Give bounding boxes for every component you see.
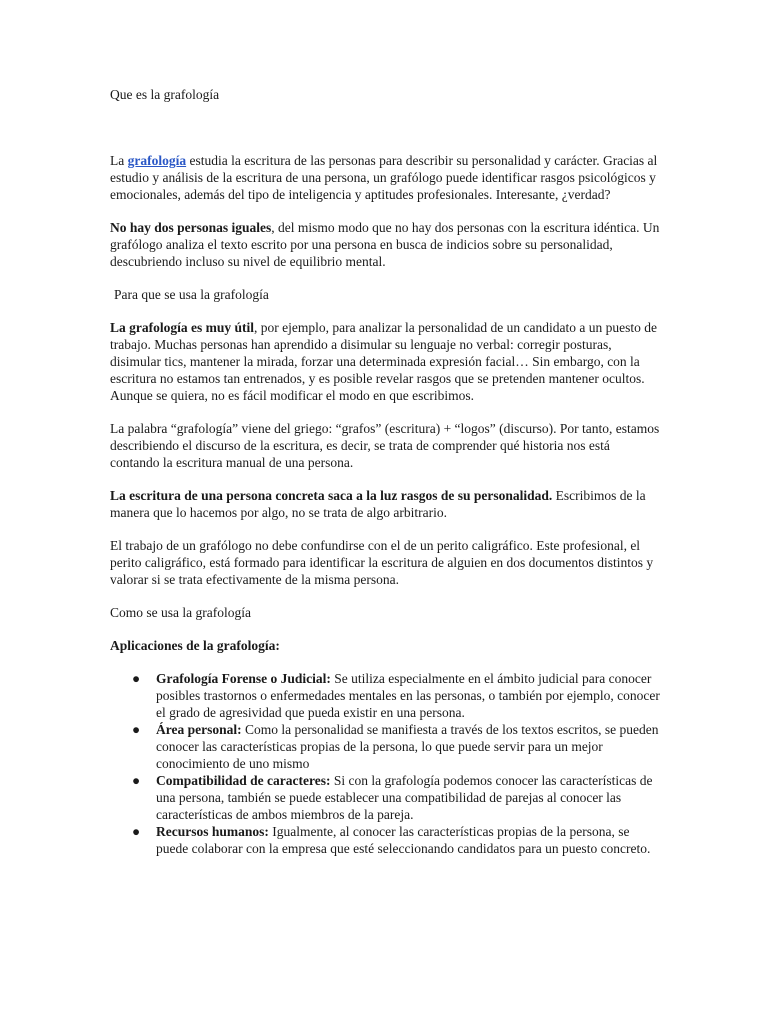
bullet-icon: ● <box>132 824 141 839</box>
item-label: Área personal: <box>156 722 242 737</box>
page-title: Que es la grafología <box>110 87 220 102</box>
item-label: Recursos humanos: <box>156 824 269 839</box>
paragraph-etimologia: La palabra “grafología” viene del griego: “grafos” (escritura) + “logos” (discurso). Por tanto, estamos describiendo el discurso de la escritura, es decir, se trata de comprender qué historia nos está contando la escritura manual de una persona. <box>110 421 660 470</box>
item-label: Compatibilidad de caracteres: <box>156 773 331 788</box>
item-text: Igualmente, al conocer las características propias de la persona, se puede colaborar con la empresa que esté seleccionando candidatos para un puesto concreto. <box>156 824 651 856</box>
bold-phrase: No hay dos personas iguales <box>110 220 272 235</box>
item-label: Grafología Forense o Judicial: <box>156 671 331 686</box>
paragraph-text: , del mismo modo que no hay dos personas con la escritura idéntica. Un grafólogo analiza el texto escrito por una persona en busca de indicios sobre su personalidad, descubriendo incluso su nivel de equilibrio mental. <box>110 220 660 269</box>
bold-phrase: La escritura de una persona concreta saca a la luz rasgos de su personalidad. <box>110 488 553 503</box>
applications-title <box>110 637 660 654</box>
bullet-icon: ● <box>132 671 141 686</box>
paragraph-muy-util <box>110 319 660 404</box>
paragraph-text: , por ejemplo, para analizar la personalidad de un candidato a un puesto de trabajo. Muchas personas han aprendido a disimular su lenguaje no verbal: corregir posturas, disimular tics, mantener la mirada, forzar una determinada expresión facial… Sin embargo, con la escritura no estamos tan entrenados, y es posible revelar rasgos que se pretenden mantener ocultos. Aunque se quiera, no es fácil modificar el modo en que escribimos. <box>110 320 657 403</box>
paragraph-perito-caligrafico: El trabajo de un grafólogo no debe confundirse con el de un perito caligráfico. Este profesional, el perito caligráfico, está formado para identificar la escritura de alguien en dos documentos distintos y valorar si se trata efectivamente de la misma persona. <box>110 538 654 587</box>
bold-phrase: La grafología es muy útil <box>110 320 254 335</box>
list-item <box>110 823 660 857</box>
grafologia-link[interactable]: grafología <box>127 153 187 168</box>
list-item <box>110 721 660 772</box>
list-item <box>110 670 660 721</box>
item-text: Se utiliza especialmente en el ámbito judicial para conocer posibles trastornos o enfermedades mentales en las personas, o también por ejemplo, conocer el grado de agresividad que pueda existir en una persona. <box>156 671 660 720</box>
item-text: Si con la grafología podemos conocer las características de una persona, también se puede establecer una compatibilidad de parejas al conocer las características de ambos miembros de la pareja. <box>156 773 653 822</box>
section-heading-para-que: Para que se usa la grafología <box>114 287 269 302</box>
paragraph-personas-iguales <box>110 219 660 270</box>
intro-paragraph <box>110 152 660 203</box>
document-page <box>110 86 660 857</box>
intro-text: estudia la escritura de las personas para describir su personalidad y carácter. Gracias al estudio y análisis de la escritura de una persona, un grafólogo puede identificar rasgos psicológicos y emocionales, además del tipo de inteligencia y aptitudes profesionales. Interesante, ¿verdad? <box>110 153 658 202</box>
item-text: Como la personalidad se manifiesta a través de los textos escritos, se pueden conocer las características propias de la persona, lo que puede servir para un mejor conocimiento de uno mismo <box>156 722 659 771</box>
section-heading-como-se-usa: Como se usa la grafología <box>110 605 251 620</box>
paragraph-escritura-concreta <box>110 487 660 521</box>
bullet-icon: ● <box>132 773 141 788</box>
bullet-icon: ● <box>132 722 141 737</box>
intro-prefix: La <box>110 153 128 168</box>
applications-list <box>110 670 660 857</box>
list-item <box>110 772 660 823</box>
paragraph-text: Escribimos de la manera que lo hacemos por algo, no se trata de algo arbitrario. <box>110 488 646 520</box>
applications-title-text: Aplicaciones de la grafología: <box>110 638 280 653</box>
